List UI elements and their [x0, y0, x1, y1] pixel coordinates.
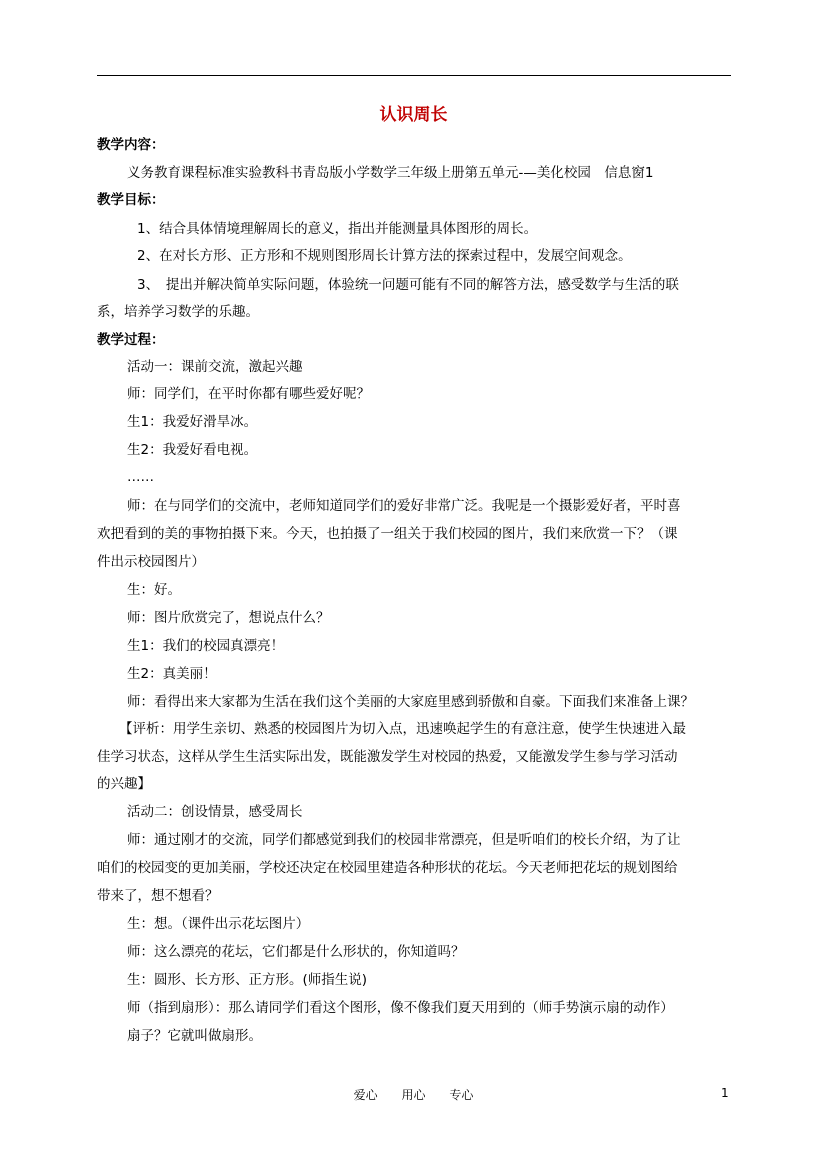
text-line: 3、 提出并解决简单实际问题，体验统一问题可能有不同的解答方法，感受数学与生活的联 — [137, 277, 679, 293]
text-line: 生：圆形、长方形、正方形。(师指生说) — [127, 972, 368, 988]
text-line: 生2：真美丽！ — [127, 666, 217, 682]
text-line: 1、结合具体情境理解周长的意义，指出并能测量具体图形的周长。 — [137, 221, 538, 237]
header-rule — [97, 75, 731, 76]
text-line: 扇子？它就叫做扇形。 — [127, 1028, 262, 1044]
page-number: 1 — [721, 1086, 729, 1100]
text-line: 的兴趣】 — [97, 776, 151, 792]
text-line: 带来了，想不想看？ — [97, 888, 219, 904]
footer-word: 用心 — [401, 1088, 426, 1102]
section-heading: 教学过程： — [97, 332, 165, 348]
text-line: 佳学习状态，这样从学生生活实际出发，既能激发学生对校园的热爱，又能激发学生参与学习活动 — [97, 749, 678, 765]
text-line: 系，培养学习数学的乐趣。 — [97, 304, 259, 320]
text-line: 生1：我们的校园真漂亮！ — [127, 638, 285, 654]
text-line: 咱们的校园变的更加美丽，学校还决定在校园里建造各种形状的花坛。今天老师把花坛的规划图给 — [97, 860, 678, 876]
text-line: 师：在与同学们的交流中，老师知道同学们的爱好非常广泛。我呢是一个摄影爱好者，平时喜 — [127, 498, 681, 514]
text-line: …… — [127, 469, 154, 485]
text-line: 生：好。 — [127, 582, 181, 598]
text-line: 2、在对长方形、正方形和不规则图形周长计算方法的探索过程中，发展空间观念。 — [137, 248, 632, 264]
text-line: 师：这么漂亮的花坛，它们都是什么形状的，你知道吗？ — [127, 944, 465, 960]
section-heading: 教学目标： — [97, 192, 165, 208]
text-line: 师：看得出来大家都为生活在我们这个美丽的大家庭里感到骄傲和自豪。下面我们来准备上课？ — [127, 694, 694, 710]
footer-word: 爱心 — [353, 1088, 378, 1102]
text-line: 师：通过刚才的交流，同学们都感觉到我们的校园非常漂亮，但是听咱们的校长介绍，为了让 — [127, 832, 681, 848]
text-line: 生2：我爱好看电视。 — [127, 442, 258, 458]
text-line: 生：想。（课件出示花坛图片） — [127, 916, 310, 932]
text-line: 活动一：课前交流，激起兴趣 — [127, 359, 303, 375]
footer-word: 专心 — [449, 1088, 474, 1102]
text-line: 【评析：用学生亲切、熟悉的校园图片为切入点，迅速唤起学生的有意注意，使学生快速进入最 — [119, 721, 686, 737]
text-line: 师：图片欣赏完了，想说点什么？ — [127, 610, 330, 626]
text-line: 生1：我爱好滑旱冰。 — [127, 414, 258, 430]
section-heading: 教学内容： — [97, 137, 165, 153]
footer — [0, 1086, 827, 1103]
text-line: 欢把看到的美的事物拍摄下来。今天，也拍摄了一组关于我们校园的图片，我们来欣赏一下？（课 — [97, 526, 678, 542]
text-line: 师（指到扇形）：那么请同学们看这个图形，像不像我们夏天用到的（师手势演示扇的动作） — [127, 1000, 674, 1016]
text-line: 件出示校园图片） — [97, 554, 205, 570]
text-line: 师：同学们，在平时你都有哪些爱好呢？ — [127, 386, 370, 402]
page-title: 认识周长 — [379, 105, 448, 125]
text-line: 义务教育课程标准实验教科书青岛版小学数学三年级上册第五单元-—美化校园 信息窗1 — [127, 165, 654, 181]
text-line: 活动二：创设情景，感受周长 — [127, 804, 303, 820]
